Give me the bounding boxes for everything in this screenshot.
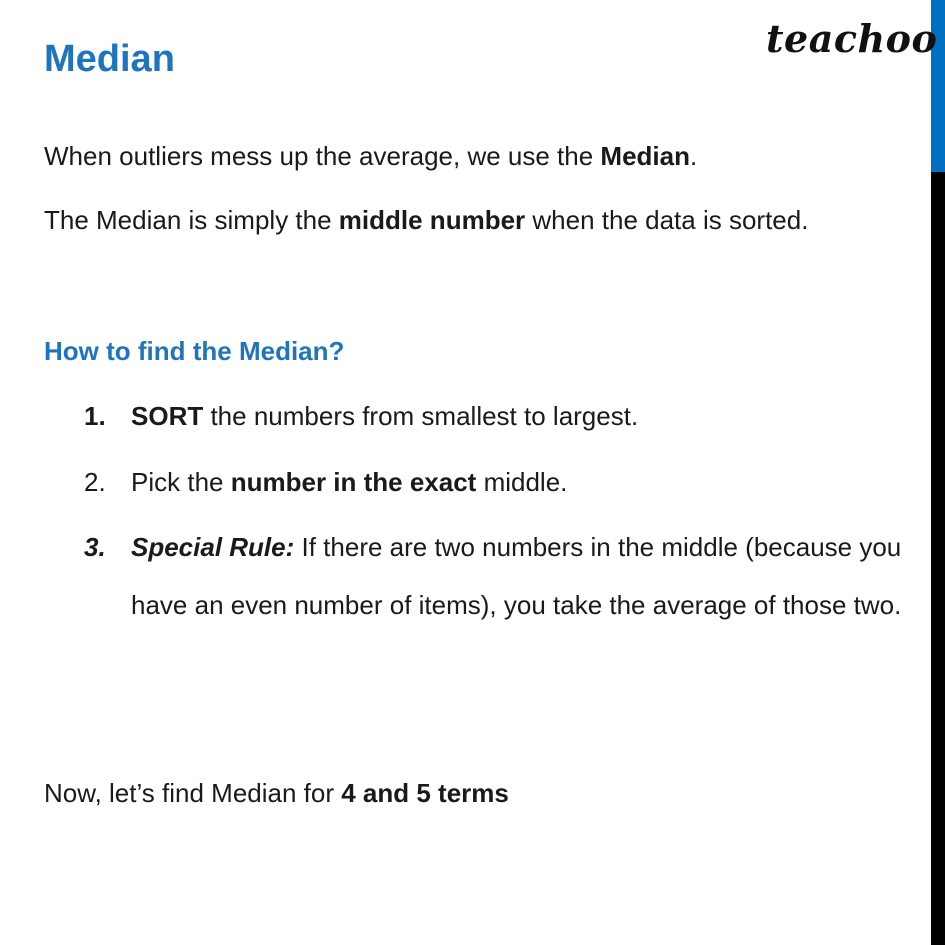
intro-line-2 [44, 203, 808, 237]
step-2-bold: number in the exact [230, 467, 477, 497]
step-1-bold: SORT [131, 401, 204, 431]
page-title: Median [44, 38, 175, 80]
step-2-number: 2. [84, 467, 106, 497]
step-2-text [131, 453, 921, 511]
step-1-text [131, 387, 921, 445]
intro-line-1-text: When outliers mess up the average, we use the [44, 141, 601, 171]
step-3-rest: If there are two numbers in the middle (because you have an even number of items), you take the average of those two. [131, 532, 902, 620]
outro-bold: 4 and 5 terms [341, 778, 509, 808]
step-1-rest: the numbers from smallest to largest. [203, 401, 639, 431]
side-scroll-bar [931, 0, 945, 945]
outro-line [44, 776, 509, 810]
outro-text: Now, let’s find Median for [44, 778, 342, 808]
step-3-text [131, 518, 921, 634]
intro-line-1-bold: Median [600, 141, 690, 171]
intro-line-1 [44, 139, 697, 173]
intro-line-2-bold: middle number [338, 205, 526, 235]
how-to-heading: How to find the Median? [44, 336, 345, 366]
step-2-pre: Pick the [131, 467, 231, 497]
step-3-number: 3. [84, 532, 106, 562]
step-1-number: 1. [84, 401, 106, 431]
intro-line-1-end: . [690, 141, 698, 171]
step-2-rest: middle. [476, 467, 568, 497]
brand-logo: teachoo [766, 16, 938, 61]
step-3-bold: Special Rule: [131, 532, 295, 562]
intro-line-2-end: when the data is sorted. [525, 205, 809, 235]
intro-line-2-text: The Median is simply the [44, 205, 339, 235]
